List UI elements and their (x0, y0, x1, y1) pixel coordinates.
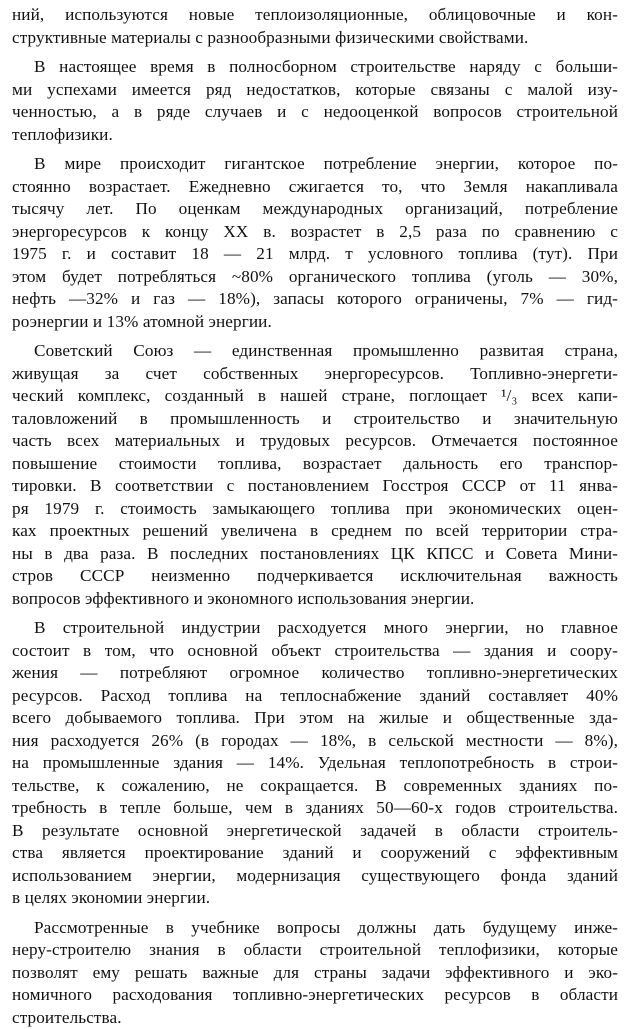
text-line: ства является проектирование зданий и сооружений с эффективным (12, 842, 618, 865)
text-line: номичного расходования топливно-энергетических ресурсов в области (12, 984, 618, 1007)
text-line: В мире происходит гигантское потребление энергии, которое по- (12, 153, 618, 176)
text-line: ми успехами имеется ряд недостатков, которые связаны с малой изу- (12, 79, 618, 102)
text-line: ния расходуется 26% (в городах — 18%, в сельской местности — 8%), (12, 730, 618, 753)
text-line: этом будет потребляться ~80% органического топлива (уголь — 30%, (12, 266, 618, 289)
text-line: жения — потребляют огромное количество топливно-энергетических (12, 662, 618, 685)
text-line: использованием энергии, модернизация существующего фонда зданий (12, 865, 618, 888)
text-line: тельстве, к сожалению, не сокращается. В современных зданиях по- (12, 775, 618, 798)
text-line: 1975 г. и составит 18 — 21 млрд. т условного топлива (тут). При (12, 243, 618, 266)
text-body (12, 4, 618, 1029)
text-line: ря 1979 г. стоимость замыкающего топлива при экономических оцен- (12, 498, 618, 521)
text-line: повышение стоимости топлива, возрастает дальность его транспор- (12, 453, 618, 476)
paragraph (12, 56, 618, 146)
text-line: таловложений в промышленность и строительство и значительную (12, 408, 618, 431)
text-line: ны в два раза. В последних постановлениях ЦК КПСС и Совета Мини- (12, 543, 618, 566)
text-line: В строительной индустрии расходуется много энергии, но главное (12, 617, 618, 640)
text-line: ках проектных решений увеличена в среднем по всей территории стра- (12, 520, 618, 543)
text-line: ний, используются новые теплоизоляционные, облицовочные и кон- (12, 4, 618, 27)
text-line: требность в тепле больше, чем в зданиях 50—60-х годов строительства. (12, 797, 618, 820)
text-line: часть всех материальных и трудовых ресурсов. Отмечается постоянное (12, 430, 618, 453)
text-line: ченностью, а в ряде случаев и с недооценкой вопросов строительной (12, 101, 618, 124)
paragraph (12, 4, 618, 49)
text-line: В результате основной энергетической задачей в области строитель- (12, 820, 618, 843)
text-line: живущая за счет собственных энергоресурсов. Топливно-энергети- (12, 363, 618, 386)
text-line: в целях экономии энергии. (12, 887, 618, 910)
text-line: структивные материалы с разнообразными физическими свойствами. (12, 27, 618, 50)
text-line: тировки. В соответствии с постановлением Госстроя СССР от 11 янва- (12, 475, 618, 498)
text-line: Советский Союз — единственная промышленно развитая страна, (12, 340, 618, 363)
paragraph (12, 153, 618, 333)
text-line: теплофизики. (12, 124, 618, 147)
text-line: на промышленные здания — 14%. Удельная теплопотребность в строи- (12, 752, 618, 775)
text-line: стров СССР неизменно подчеркивается исключительная важность (12, 565, 618, 588)
paragraph (12, 617, 618, 910)
text-line: В настоящее время в полносборном строительстве наряду с больши- (12, 56, 618, 79)
text-line: строительства. (12, 1007, 618, 1029)
text-line: роэнергии и 13% атомной энергии. (12, 311, 618, 334)
text-line: всего добываемого топлива. При этом на жилые и общественные зда- (12, 707, 618, 730)
paragraph (12, 340, 618, 610)
text-line: вопросов эффективного и экономного использования энергии. (12, 588, 618, 611)
text-line: позволят ему решать важные для страны задачи эффективного и эко- (12, 962, 618, 985)
text-line: стоянно возрастает. Ежедневно сжигается то, что Земля накапливала (12, 176, 618, 199)
text-line: состоит в том, что основной объект строительства — здания и соору- (12, 640, 618, 663)
text-line: ресурсов. Расход топлива на теплоснабжение зданий составляет 40% (12, 685, 618, 708)
text-line: энергоресурсов к концу XX в. возрастет в 2,5 раза по сравнению с (12, 221, 618, 244)
text-line: Рассмотренные в учебнике вопросы должны дать будущему инже- (12, 917, 618, 940)
paragraph (12, 917, 618, 1029)
text-line: ческий комплекс, созданный в нашей стране, поглощает ¹/₃ всех капи- (12, 385, 618, 408)
text-line: тысячу лет. По оценкам международных организаций, потребление (12, 198, 618, 221)
text-line: неру-строителю знания в области строительной теплофизики, которые (12, 939, 618, 962)
text-line: нефть —32% и газ — 18%), запасы которого ограничены, 7% — гид- (12, 288, 618, 311)
